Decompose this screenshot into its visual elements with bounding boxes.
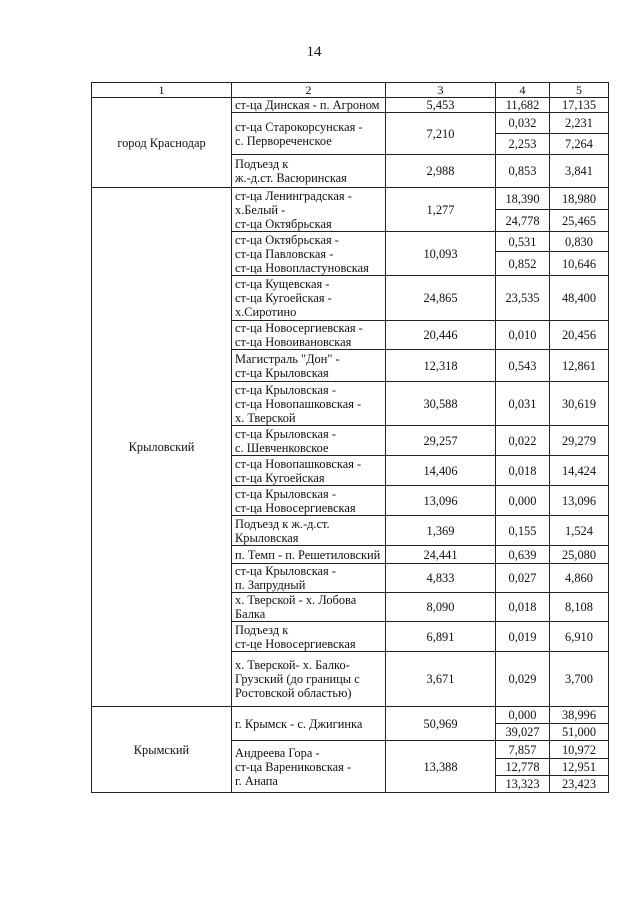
table-row (92, 98, 609, 113)
length-cell: 8,090 (386, 593, 496, 622)
header-cell: 2 (232, 83, 386, 98)
route-cell: ст-ца Крыловская - с. Шевченковское (232, 426, 386, 456)
end-km-cell: 23,423 (550, 776, 609, 793)
header-cell: 1 (92, 83, 232, 98)
end-km-cell: 20,456 (550, 321, 609, 350)
table-row (92, 188, 609, 210)
route-cell: х. Тверской- х. Балко- Грузский (до границы с Ростовской областью) (232, 652, 386, 707)
start-km-cell: 0,531 (496, 232, 550, 252)
start-km-cell: 11,682 (496, 98, 550, 113)
route-cell: ст-ца Кущевская - ст-ца Кугоейская - х.Сиротино (232, 276, 386, 321)
start-km-cell: 7,857 (496, 741, 550, 759)
region-cell: город Краснодар (92, 98, 232, 188)
length-cell: 2,988 (386, 155, 496, 188)
header-cell: 4 (496, 83, 550, 98)
start-km-cell: 0,000 (496, 707, 550, 724)
end-km-cell: 3,700 (550, 652, 609, 707)
end-km-cell: 18,980 (550, 188, 609, 210)
route-cell: ст-ца Новопашковская - ст-ца Кугоейская (232, 456, 386, 486)
length-cell: 1,277 (386, 188, 496, 232)
end-km-cell: 6,910 (550, 622, 609, 652)
length-cell: 5,453 (386, 98, 496, 113)
route-cell: ст-ца Октябрьская - ст-ца Павловская - ст-ца Новопластуновская (232, 232, 386, 276)
route-cell: г. Крымск - с. Джигинка (232, 707, 386, 741)
length-cell: 6,891 (386, 622, 496, 652)
route-cell: ст-ца Старокорсунская - с. Первореченское (232, 113, 386, 155)
start-km-cell: 23,535 (496, 276, 550, 321)
length-cell: 13,388 (386, 741, 496, 793)
length-cell: 7,210 (386, 113, 496, 155)
length-cell: 24,865 (386, 276, 496, 321)
length-cell: 12,318 (386, 350, 496, 382)
start-km-cell: 24,778 (496, 210, 550, 232)
route-cell: п. Темп - п. Решетиловский (232, 546, 386, 564)
header-row (92, 83, 609, 98)
route-cell: ст-ца Крыловская - ст-ца Новосергиевская (232, 486, 386, 516)
start-km-cell: 0,155 (496, 516, 550, 546)
length-cell: 3,671 (386, 652, 496, 707)
start-km-cell: 0,018 (496, 456, 550, 486)
start-km-cell: 0,027 (496, 564, 550, 593)
length-cell: 1,369 (386, 516, 496, 546)
route-cell: ст-ца Ленинградская - х.Белый - ст-ца Октябрьская (232, 188, 386, 232)
end-km-cell: 2,231 (550, 113, 609, 134)
route-cell: ст-ца Крыловская - ст-ца Новопашковская - х. Тверской (232, 382, 386, 426)
start-km-cell: 0,032 (496, 113, 550, 134)
start-km-cell: 12,778 (496, 759, 550, 776)
route-cell: ст-ца Динская - п. Агроном (232, 98, 386, 113)
end-km-cell: 29,279 (550, 426, 609, 456)
end-km-cell: 1,524 (550, 516, 609, 546)
end-km-cell: 14,424 (550, 456, 609, 486)
start-km-cell: 0,000 (496, 486, 550, 516)
end-km-cell: 17,135 (550, 98, 609, 113)
route-cell: Андреева Гора - ст-ца Варениковская - г. Анапа (232, 741, 386, 793)
end-km-cell: 30,619 (550, 382, 609, 426)
length-cell: 4,833 (386, 564, 496, 593)
route-cell: х. Тверской - х. Лобова Балка (232, 593, 386, 622)
route-cell: Подъезд к ст-це Новосергиевская (232, 622, 386, 652)
end-km-cell: 8,108 (550, 593, 609, 622)
end-km-cell: 25,080 (550, 546, 609, 564)
route-cell: ст-ца Крыловская - п. Запрудный (232, 564, 386, 593)
start-km-cell: 0,639 (496, 546, 550, 564)
end-km-cell: 38,996 (550, 707, 609, 724)
end-km-cell: 48,400 (550, 276, 609, 321)
start-km-cell: 18,390 (496, 188, 550, 210)
start-km-cell: 0,018 (496, 593, 550, 622)
end-km-cell: 0,830 (550, 232, 609, 252)
start-km-cell: 0,852 (496, 252, 550, 276)
roads-table (91, 82, 609, 793)
region-cell: Крыловский (92, 188, 232, 707)
end-km-cell: 10,646 (550, 252, 609, 276)
end-km-cell: 4,860 (550, 564, 609, 593)
end-km-cell: 51,000 (550, 724, 609, 741)
table-row (92, 707, 609, 724)
length-cell: 30,588 (386, 382, 496, 426)
end-km-cell: 12,951 (550, 759, 609, 776)
end-km-cell: 7,264 (550, 134, 609, 155)
header-cell: 5 (550, 83, 609, 98)
end-km-cell: 13,096 (550, 486, 609, 516)
route-cell: Магистраль "Дон" - ст-ца Крыловская (232, 350, 386, 382)
length-cell: 29,257 (386, 426, 496, 456)
route-cell: Подъезд к ж.-д.ст. Крыловская (232, 516, 386, 546)
start-km-cell: 0,019 (496, 622, 550, 652)
start-km-cell: 0,010 (496, 321, 550, 350)
start-km-cell: 0,029 (496, 652, 550, 707)
header-cell: 3 (386, 83, 496, 98)
length-cell: 50,969 (386, 707, 496, 741)
region-cell: Крымский (92, 707, 232, 793)
end-km-cell: 12,861 (550, 350, 609, 382)
length-cell: 24,441 (386, 546, 496, 564)
length-cell: 10,093 (386, 232, 496, 276)
end-km-cell: 3,841 (550, 155, 609, 188)
end-km-cell: 25,465 (550, 210, 609, 232)
length-cell: 20,446 (386, 321, 496, 350)
route-cell: ст-ца Новосергиевская - ст-ца Новоивановская (232, 321, 386, 350)
start-km-cell: 0,853 (496, 155, 550, 188)
start-km-cell: 0,031 (496, 382, 550, 426)
start-km-cell: 0,543 (496, 350, 550, 382)
start-km-cell: 13,323 (496, 776, 550, 793)
end-km-cell: 10,972 (550, 741, 609, 759)
start-km-cell: 2,253 (496, 134, 550, 155)
page-number: 14 (306, 44, 322, 60)
start-km-cell: 39,027 (496, 724, 550, 741)
length-cell: 13,096 (386, 486, 496, 516)
start-km-cell: 0,022 (496, 426, 550, 456)
length-cell: 14,406 (386, 456, 496, 486)
route-cell: Подъезд к ж.-д.ст. Васюринская (232, 155, 386, 188)
